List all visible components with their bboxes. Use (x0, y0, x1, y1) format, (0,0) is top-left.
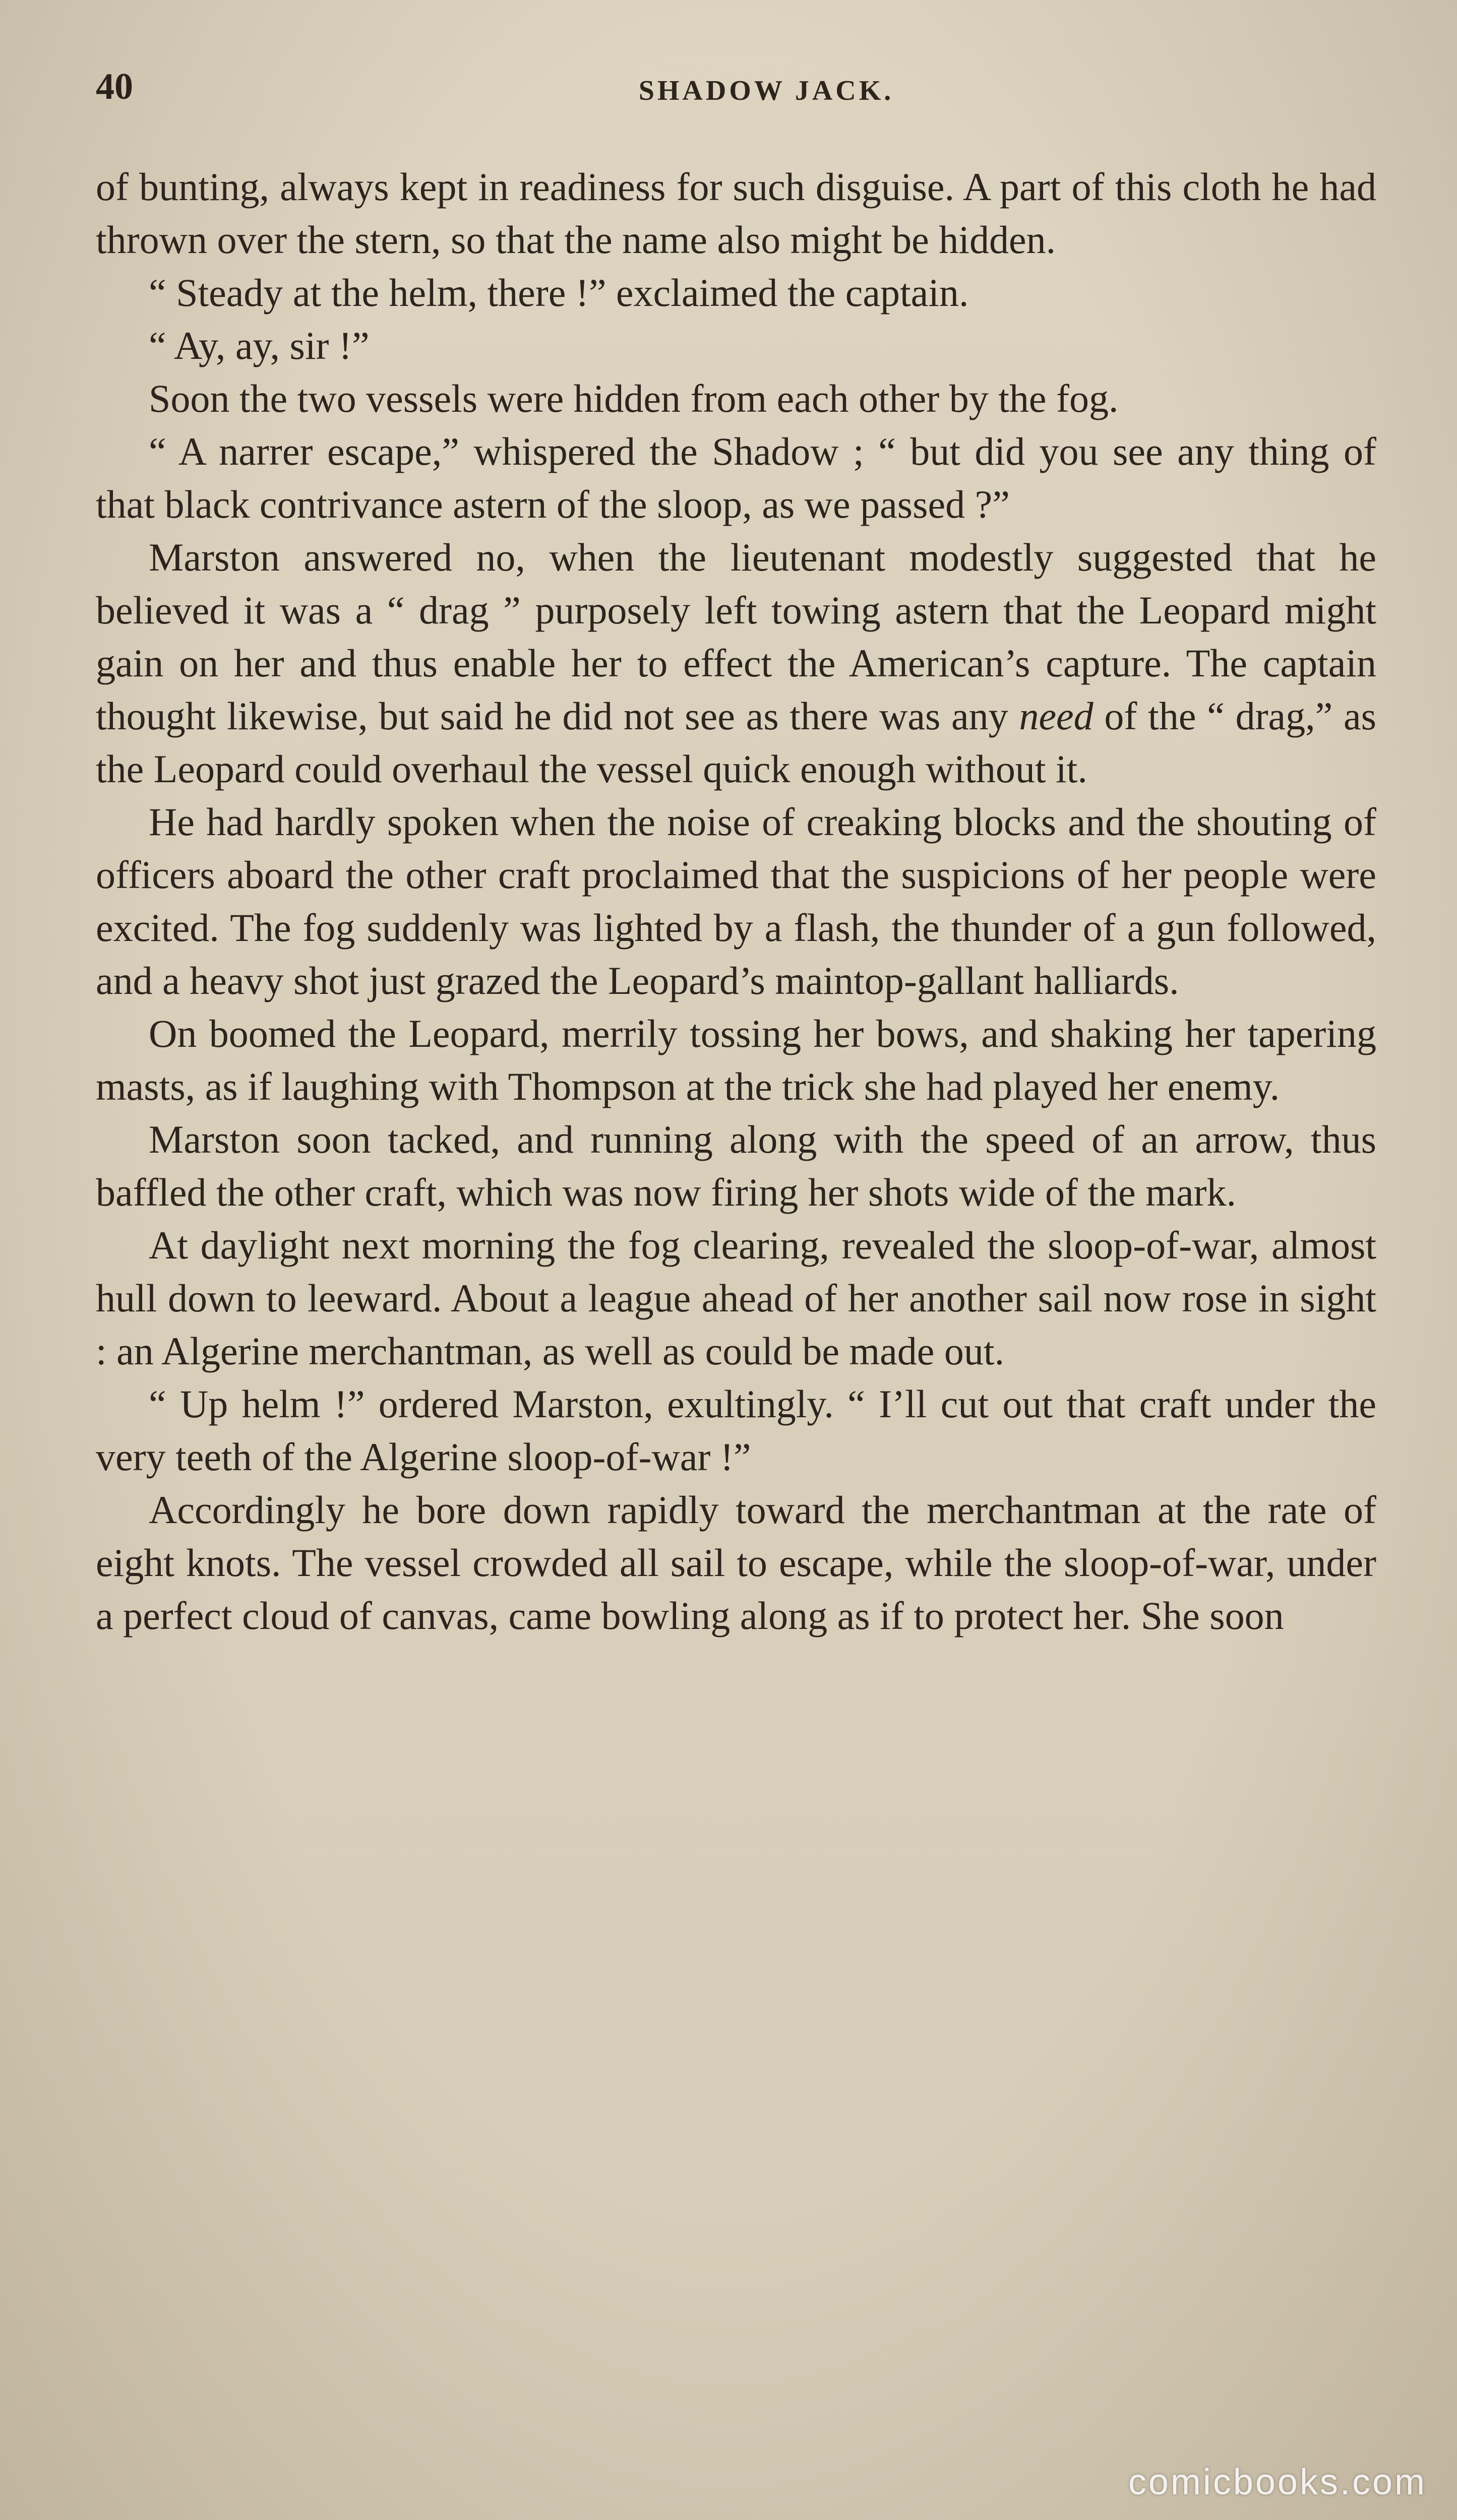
paragraph-text: Marston answered no, when the lieutenant modestly suggested that he believed it was a “ drag ” purposely left towing astern that the Leopard might gain on her and thus enable her to effect the American’s capture. The captain thought likewise, but said he did not see as there was any (96, 535, 1376, 738)
paragraph (96, 1219, 1376, 1377)
paragraph (96, 531, 1376, 795)
paragraph-text: Soon the two vessels were hidden from each other by the fog. (149, 376, 1119, 420)
paragraph (96, 1007, 1376, 1113)
paragraph-text: At daylight next morning the fog clearing, revealed the sloop-of-war, almost hull down to leeward. About a league ahead of her another sail now rose in sight : an Algerine merchantman, as well as could be made out. (96, 1223, 1376, 1373)
paragraph-text: of bunting, always kept in readiness for such disguise. A part of this cloth he had thrown over the stern, so that the name also might be hidden. (96, 165, 1376, 262)
page-number: 40 (96, 66, 133, 107)
paragraph (96, 372, 1376, 425)
paragraph-text: On boomed the Leopard, merrily tossing her bows, and shaking her tapering masts, as if laughing with Thompson at the trick she had played her enemy. (96, 1012, 1376, 1108)
paragraph-text: “ Steady at the helm, there !” exclaimed the captain. (149, 271, 969, 314)
paragraph-text: “ A narrer escape,” whispered the Shadow ; “ but did you see any thing of that black contrivance astern of the sloop, as we passed ?” (96, 429, 1376, 526)
paragraph (96, 266, 1376, 319)
paragraph-text: He had hardly spoken when the noise of creaking blocks and the shouting of officers aboard the other craft proclaimed that the suspicions of her people were excited. The fog suddenly was lighted by a flash, the thunder of a gun followed, and a heavy shot just grazed the Leopard’s maintop-gallant halliards. (96, 800, 1376, 1002)
paragraph (96, 1113, 1376, 1219)
paragraph (96, 160, 1376, 266)
paragraph (96, 1483, 1376, 1642)
paragraph-text: of the “ drag,” as the Leopard could overhaul the vessel quick enough without it. (96, 694, 1377, 791)
body-text (96, 160, 1376, 1642)
running-title: SHADOW JACK. (638, 75, 894, 106)
page-header (96, 66, 1376, 121)
paragraph-text: Marston soon tacked, and running along with the speed of an arrow, thus baffled the other craft, which was now firing her shots wide of the mark. (96, 1117, 1376, 1214)
paragraph (96, 425, 1376, 531)
paragraph (96, 795, 1376, 1007)
paragraph (96, 319, 1376, 372)
paragraph-text: “ Up helm !” ordered Marston, exultingly. “ I’ll cut out that craft under the very teeth of the Algerine sloop-of-war !” (96, 1382, 1376, 1479)
watermark: comicbooks.com (1128, 2462, 1427, 2502)
paragraph (96, 1377, 1376, 1483)
emphasis-text: need (1019, 694, 1094, 738)
paragraph-text: Accordingly he bore down rapidly toward the merchantman at the rate of eight knots. The vessel crowded all sail to escape, while the sloop-of-war, under a perfect cloud of canvas, came bowling along as if to protect her. She soon (96, 1488, 1376, 1637)
paragraph-text: “ Ay, ay, sir !” (149, 324, 370, 367)
